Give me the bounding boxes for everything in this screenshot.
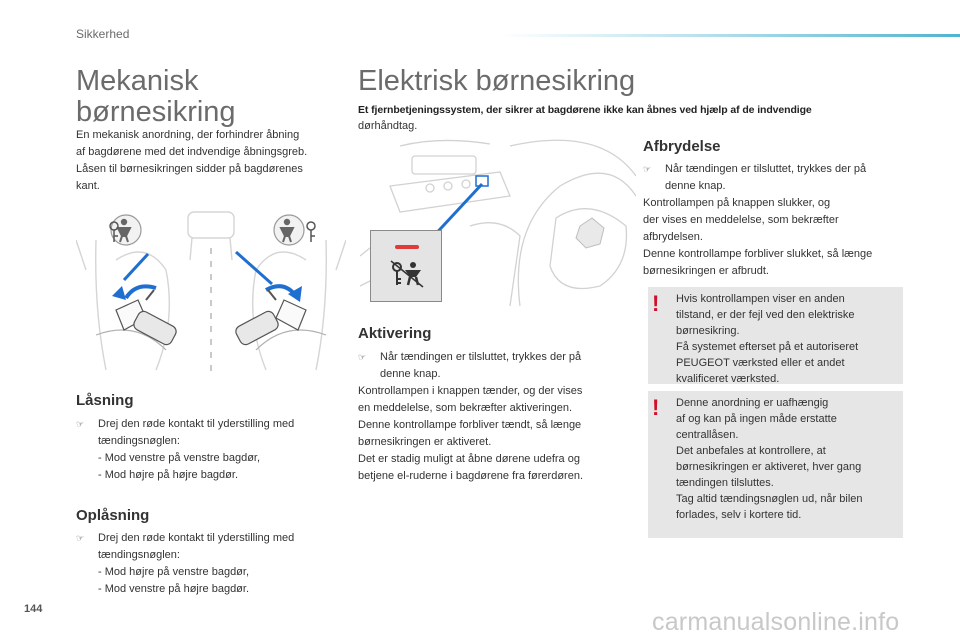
bullet-line: Drej den røde kontakt til yderstilling med: [98, 532, 295, 544]
dash-line: - Mod højre på højre bagdør.: [98, 469, 239, 481]
intro-line: Låsen til børnesikringen sidder på bagdørenes: [76, 163, 303, 175]
dash-line: - Mod venstre på højre bagdør.: [98, 583, 250, 595]
body-line: børnesikringen er afbrudt.: [643, 265, 769, 277]
mechanical-child-lock-illustration: [76, 200, 346, 378]
body-line: Det er stadig muligt at åbne dørene udefra og: [358, 453, 580, 465]
child-lock-icon: [110, 215, 141, 245]
unlocking-instructions: [76, 530, 346, 598]
bullet-item: [643, 161, 913, 195]
intro-line: kant.: [76, 180, 100, 192]
child-lock-icon: [274, 215, 315, 245]
activation-text: [358, 349, 628, 485]
warning-line: tilstand, er der fejl ved den elektriske: [676, 309, 855, 321]
deactivation-text: [643, 161, 913, 280]
pointing-hand-icon: ☞: [76, 533, 85, 543]
warning-line: Få systemet efterset på et autoriseret: [676, 341, 859, 353]
body-line: Denne kontrollampe forbliver tændt, så længe: [358, 419, 582, 431]
activation-heading: Aktivering: [358, 325, 432, 342]
pointing-hand-icon: ☞: [358, 352, 367, 362]
watermark: carmanualsonline.info: [652, 608, 900, 636]
body-line: der vises en meddelelse, som bekræfter: [643, 214, 839, 226]
header-accent-bar: [500, 34, 960, 37]
bullet-line: tændingsnøglen:: [98, 435, 180, 447]
body-line: børnesikringen er aktiveret.: [358, 436, 492, 448]
page-number: 144: [24, 603, 43, 615]
warning-line: af og kan på ingen måde erstatte: [676, 413, 837, 425]
rotation-arrow-icon: [112, 254, 156, 300]
warning-line: Hvis kontrollampen viser en anden: [676, 293, 845, 305]
bullet-line: denne knap.: [380, 368, 441, 380]
warning-line: Denne anordning er uafhængig: [676, 397, 829, 409]
child-lock-button: [370, 230, 442, 302]
deactivation-heading: Afbrydelse: [643, 138, 721, 155]
section-label: Sikkerhed: [76, 27, 130, 41]
peugeot-logo-icon: [576, 218, 604, 248]
warning-line: Tag altid tændingsnøglen ud, når bilen: [676, 493, 863, 505]
warning-box-independence: [648, 391, 903, 538]
bullet-item: [76, 530, 346, 564]
left-title-line2: børnesikring: [76, 96, 236, 128]
bullet-line: tændingsnøglen:: [98, 549, 180, 561]
warning-text: [676, 395, 901, 523]
bullet-item: [76, 416, 346, 450]
warning-box-fault: [648, 287, 903, 384]
body-line: Kontrollampen på knappen slukker, og: [643, 197, 831, 209]
left-title-line1: Mekanisk: [76, 65, 199, 97]
intro-line: af bagdørene med det indvendige åbningsgreb.: [76, 146, 308, 158]
locking-heading: Låsning: [76, 392, 134, 409]
warning-line: børnesikring.: [676, 325, 740, 337]
left-intro: [76, 127, 346, 195]
warning-line: kvalificeret værksted.: [676, 373, 780, 385]
indicator-lamp: [395, 245, 419, 249]
intro-line: En mekanisk anordning, der forhindrer åbning: [76, 129, 300, 141]
left-title: [76, 66, 346, 128]
child-lock-icon: [389, 259, 425, 289]
exclamation-icon: !: [652, 395, 660, 420]
dash-line: - Mod venstre på venstre bagdør,: [98, 452, 261, 464]
body-line: Kontrollampen i knappen tænder, og der vises: [358, 385, 583, 397]
body-line: afbrydelsen.: [643, 231, 703, 243]
warning-line: Det anbefales at kontrollere, at: [676, 445, 826, 457]
pointing-hand-icon: ☞: [76, 419, 85, 429]
dash-line: - Mod højre på venstre bagdør,: [98, 566, 250, 578]
right-subtitle-cont: dørhåndtag.: [358, 120, 418, 132]
right-title: Elektrisk børnesikring: [358, 65, 636, 97]
warning-text: [676, 291, 901, 387]
bullet-line: Når tændingen er tilsluttet, trykkes der på: [380, 351, 582, 363]
body-line: en meddelelse, som bekræfter aktiveringen.: [358, 402, 572, 414]
right-subtitle: Et fjernbetjeningssystem, der sikrer at bagdørene ikke kan åbnes ved hjælp af de indvendige: [358, 104, 812, 116]
exclamation-icon: !: [652, 291, 660, 316]
bullet-item: [358, 349, 628, 383]
body-line: betjene el-ruderne i bagdørene fra førerdøren.: [358, 470, 584, 482]
warning-line: børnesikringen er aktiveret, hver gang: [676, 461, 862, 473]
bullet-line: Når tændingen er tilsluttet, trykkes der på: [665, 163, 867, 175]
locking-instructions: [76, 416, 346, 484]
warning-line: PEUGEOT værksted eller et andet: [676, 357, 845, 369]
warning-line: centrallåsen.: [676, 429, 739, 441]
bullet-line: denne knap.: [665, 180, 726, 192]
warning-line: forlades, selv i kortere tid.: [676, 509, 802, 521]
unlocking-heading: Oplåsning: [76, 507, 150, 524]
body-line: Denne kontrollampe forbliver slukket, så længe: [643, 248, 873, 260]
bullet-line: Drej den røde kontakt til yderstilling med: [98, 418, 295, 430]
rotation-arrow-icon: [236, 252, 302, 302]
warning-line: tændingen tilsluttes.: [676, 477, 774, 489]
pointing-hand-icon: ☞: [643, 164, 652, 174]
